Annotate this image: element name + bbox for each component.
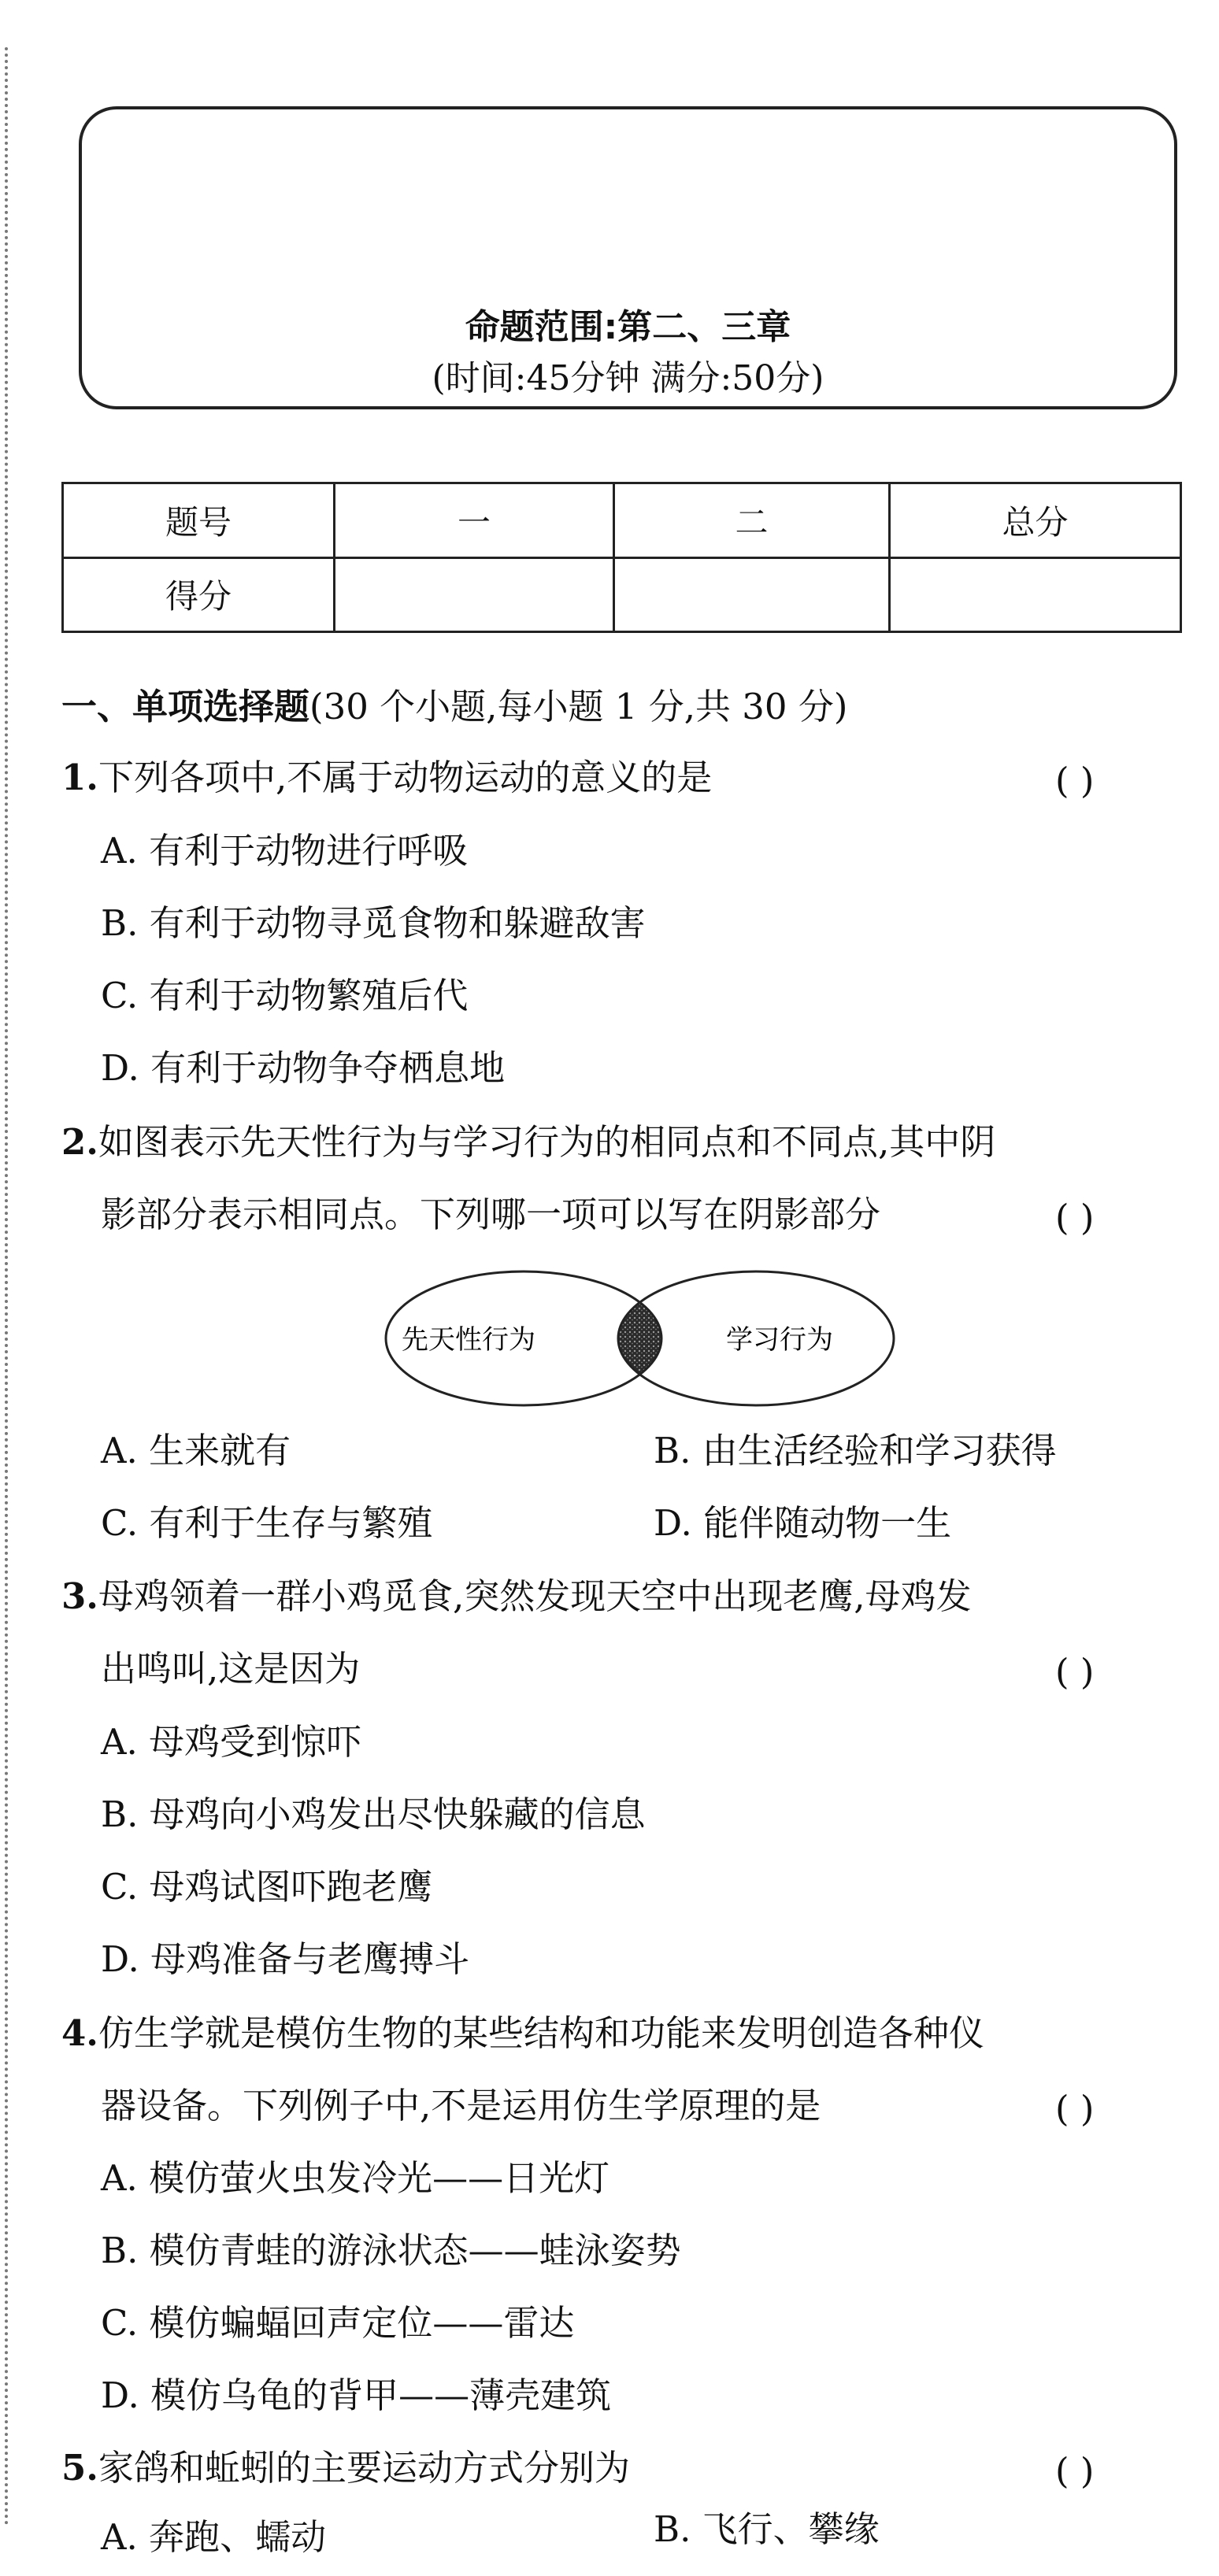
question-2-stem (61, 1121, 996, 1163)
question-number: 4. (61, 2012, 98, 2054)
score-table-cell: 题号 (63, 483, 335, 558)
question-4-stem (61, 2012, 984, 2054)
question-number: 5. (61, 2447, 98, 2489)
question-text-line-2: 出鸣叫,这是因为 (101, 1648, 361, 1690)
exam-time: (时间:45分钟 满分:50分) (432, 358, 824, 398)
option-d: D. 母鸡准备与老鹰搏斗 (101, 1938, 470, 1980)
option-a: A. 模仿萤火虫发冷光——日光灯 (101, 2157, 610, 2199)
option-b: B. 由生活经验和学习获得 (654, 1430, 1057, 1471)
question-number: 3. (61, 1575, 98, 1617)
exam-range: 命题范围:第二、三章 (465, 307, 791, 347)
question-text-line-2: 影部分表示相同点。下列哪一项可以写在阴影部分 (101, 1194, 881, 1235)
question-text: 家鸽和蚯蚓的主要运动方式分别为 (98, 2447, 630, 2489)
score-table-header-row (63, 483, 1181, 558)
option-d: D. 能伴随动物一生 (654, 1502, 952, 1544)
question-5-stem (61, 2447, 630, 2489)
question-text: 如图表示先天性行为与学习行为的相同点和不同点,其中阴 (98, 1121, 996, 1163)
binding-dotted-line (5, 47, 8, 2527)
question-text: 母鸡领着一群小鸡觅食,突然发现天空中出现老鹰,母鸡发 (98, 1575, 972, 1617)
option-c: C. 有利于生存与繁殖 (101, 1502, 433, 1544)
option-b: B. 母鸡向小鸡发出尽快躲藏的信息 (101, 1793, 646, 1835)
question-text: 仿生学就是模仿生物的某些结构和功能来发明创造各种仪 (98, 2012, 984, 2054)
option-a: A. 有利于动物进行呼吸 (101, 830, 469, 872)
option-d: D. 模仿乌龟的背甲——薄壳建筑 (101, 2374, 612, 2416)
answer-bracket: ( ) (1055, 2088, 1095, 2130)
option-b: B. 飞行、攀缘 (654, 2508, 880, 2550)
option-a: A. 母鸡受到惊吓 (101, 1721, 362, 1763)
section-note: (30 个小题,每小题 1 分,共 30 分) (309, 686, 848, 727)
question-text-line-2: 器设备。下列例子中,不是运用仿生学原理的是 (101, 2085, 821, 2126)
score-blank-cell (335, 557, 614, 632)
venn-left-label: 先天性行为 (402, 1324, 535, 1356)
option-d: D. 有利于动物争夺栖息地 (101, 1047, 506, 1089)
score-table-cell: 得分 (63, 557, 335, 632)
score-table-cell: 一 (335, 483, 614, 558)
question-1-stem (61, 757, 713, 798)
score-table-score-row (63, 557, 1181, 632)
answer-bracket: ( ) (1055, 760, 1095, 801)
option-a: A. 奔跑、蠕动 (101, 2516, 327, 2558)
question-text: 下列各项中,不属于动物运动的意义的是 (98, 757, 713, 798)
question-number: 2. (61, 1121, 98, 1163)
option-c: C. 母鸡试图吓跑老鹰 (101, 1866, 433, 1908)
question-number: 1. (61, 757, 98, 798)
score-table (61, 482, 1182, 633)
option-c: C. 模仿蝙蝠回声定位——雷达 (101, 2302, 575, 2344)
option-c: C. 有利于动物繁殖后代 (101, 975, 469, 1016)
title-box (79, 106, 1177, 409)
option-b: B. 模仿青蛙的游泳状态——蛙泳姿势 (101, 2230, 681, 2271)
answer-bracket: ( ) (1055, 1197, 1095, 1238)
section-number: 一、 (61, 686, 133, 727)
score-table-cell: 总分 (890, 483, 1181, 558)
answer-bracket: ( ) (1055, 1651, 1095, 1693)
venn-diagram (378, 1260, 898, 1417)
section-title: 单项选择题 (132, 686, 310, 727)
section-heading (61, 686, 848, 727)
score-table-cell: 二 (614, 483, 890, 558)
score-blank-cell (614, 557, 890, 632)
option-b: B. 有利于动物寻觅食物和躲避敌害 (101, 902, 646, 944)
option-a: A. 生来就有 (101, 1430, 291, 1471)
question-3-stem (61, 1575, 972, 1617)
answer-bracket: ( ) (1055, 2450, 1095, 2492)
venn-right-label: 学习行为 (726, 1324, 833, 1356)
score-blank-cell (890, 557, 1181, 632)
